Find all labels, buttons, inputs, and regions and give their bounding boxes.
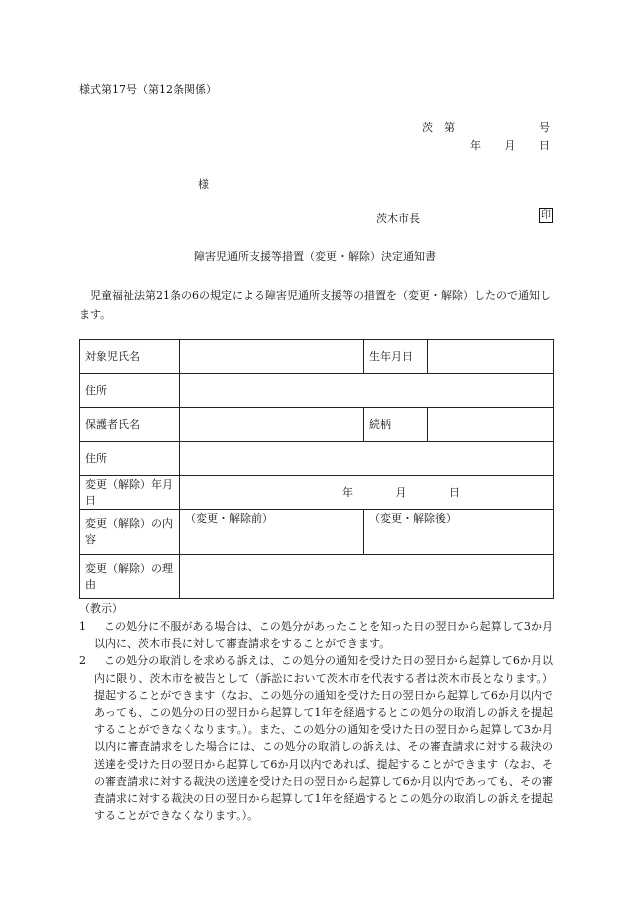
notes-heading: （教示）: [79, 602, 123, 615]
child-name-value: [180, 340, 364, 374]
notes-list: [79, 618, 553, 824]
change-date-label: 変更（解除）年月日: [80, 476, 180, 510]
child-name-label: 対象児氏名: [80, 340, 180, 374]
document-number-blank: [467, 119, 527, 135]
birthdate-value: [428, 340, 554, 374]
row-child-name: [80, 340, 554, 374]
guardian-address-label: 住所: [80, 442, 180, 476]
change-reason-label: 変更（解除）の理由: [80, 555, 180, 599]
form-number: 様式第17号（第12条関係）: [79, 83, 217, 96]
child-address-label: 住所: [80, 374, 180, 408]
guardian-address-value: [180, 442, 554, 476]
change-reason-value: [180, 555, 554, 599]
document-number-line: [422, 119, 550, 135]
notice-body: 児童福祉法第21条の6の規定による障害児通所支援等の措置を（変更・解除）したので通知します。: [79, 289, 551, 321]
seal-mark: 印: [541, 210, 551, 221]
relationship-label: 続柄: [364, 408, 428, 442]
birthdate-label: 生年月日: [364, 340, 428, 374]
child-address-value: [180, 374, 554, 408]
issuer-name: 茨木市長: [376, 212, 420, 225]
change-date-value: [180, 476, 554, 510]
change-date-month: 月: [395, 485, 407, 499]
note-item: [79, 618, 553, 652]
change-date-day: 日: [449, 485, 460, 499]
note-number: 1: [79, 620, 86, 633]
guardian-name-value: [180, 408, 364, 442]
note-text: この処分に不服がある場合は、この処分があったことを知った日の翌日から起算して3か月以内に、茨木市長に対して審査請求をすることができます。: [94, 620, 553, 651]
row-change-reason: [80, 555, 554, 599]
note-number: 2: [79, 654, 86, 668]
change-date-year: 年: [342, 485, 353, 499]
decision-form-table: [79, 339, 554, 599]
note-item: [79, 652, 553, 824]
row-child-address: [80, 374, 554, 408]
document-number-prefix: 茨 第: [422, 121, 455, 134]
relationship-value: [428, 408, 554, 442]
row-change-date: [80, 476, 554, 510]
row-guardian-name: [80, 408, 554, 442]
recipient-honorific: 様: [198, 178, 209, 191]
issue-date-line: [470, 137, 550, 153]
before-change-cell: （変更・解除前）: [180, 510, 364, 555]
after-change-cell: （変更・解除後）: [364, 510, 554, 555]
guardian-name-label: 保護者氏名: [80, 408, 180, 442]
issue-date-month: 月: [504, 139, 516, 152]
row-guardian-address: [80, 442, 554, 476]
row-change-content: [80, 510, 554, 555]
issue-date-day: 日: [539, 139, 550, 152]
change-content-label: 変更（解除）の内容: [80, 510, 180, 555]
document-number-suffix: 号: [539, 121, 550, 134]
issue-date-year: 年: [470, 139, 481, 152]
document-title: 障害児通所支援等措置（変更・解除）決定通知書: [194, 250, 436, 263]
note-text: この処分の取消しを求める訴えは、この処分の通知を受けた日の翌日から起算して6か月以内に限り、茨木市を被告として（訴訟において茨木市を代表する者は茨木市長となります。）提起することができます（なお、この処分の通知を受けた日の翌日から起算して6か月以内であっても、この処分の日の翌日から起算して1年を経過するとこの処分の取消しの訴えを提起することができなくなります。）。また、この処分の通知を受けた日の翌日から起算して3か月以内に審査請求をした場合には、この処分の取消しの訴えは、その審査請求に対する裁決の送達を受けた日の翌日から起算して6か月以内であれば、提起することができます（なお、その審査請求に対する裁決の送達を受けた日の翌日から起算して6か月以内であっても、その審査請求に対する裁決の日の翌日から起算して1年を経過するとこの処分の取消しの訴えを提起することができなくなります。）。: [94, 654, 553, 823]
